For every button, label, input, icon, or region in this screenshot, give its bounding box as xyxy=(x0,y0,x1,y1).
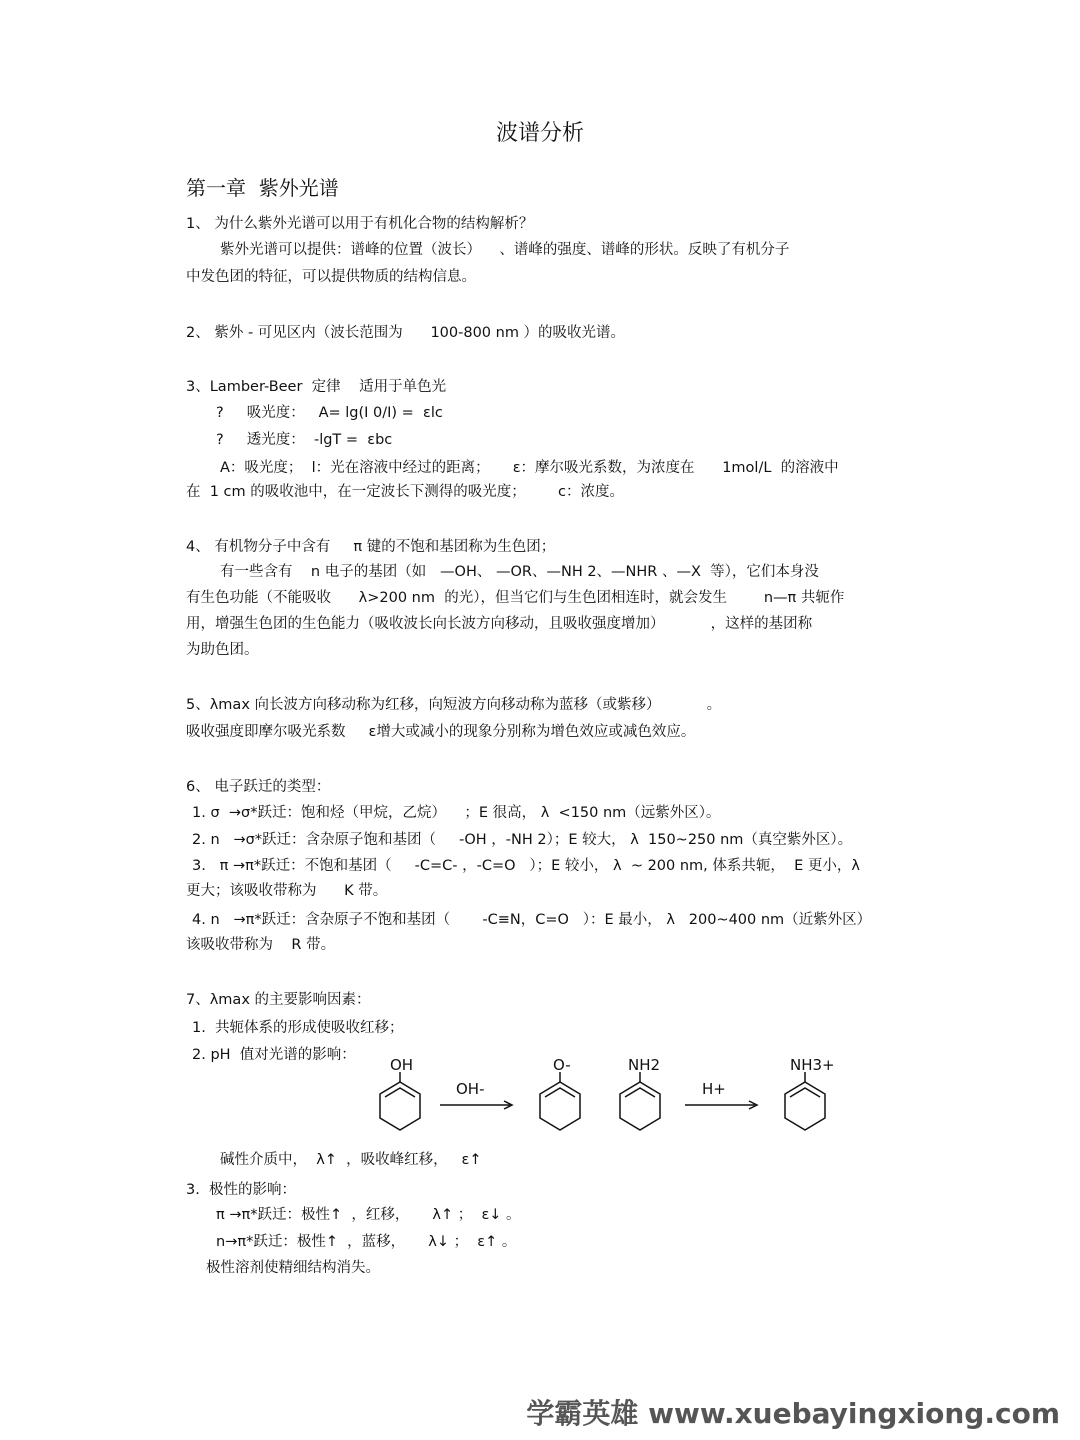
q1-question: 1、 为什么紫外光谱可以用于有机化合物的结构解析？ xyxy=(186,216,534,232)
q7-basic-medium: 碱性介质中， λ↑ ，吸收峰红移， ε↑ xyxy=(220,1152,482,1168)
q7-item1: 1. 共轭体系的形成使吸收红移； xyxy=(192,1020,404,1036)
q7-pi-pi-transition: π →π*跃迁：极性↑ ，红移， λ↑ ； ε↓ 。 xyxy=(216,1207,521,1223)
q1-answer-line2: 中发色团的特征，可以提供物质的结构信息。 xyxy=(186,269,476,285)
phenoxide-o-label: O- xyxy=(553,1056,571,1074)
aniline-nh2-label: NH2 xyxy=(628,1056,661,1074)
chapter-heading xyxy=(186,172,339,201)
watermark: 学霸英雄 www.xuebayingxiong.com xyxy=(526,1397,1060,1430)
q7-heading: 7、λmax 的主要影响因素： xyxy=(186,992,371,1008)
q6-item3: 3. π →π*跃迁：不饱和基团（ -C=C- ，-C=O ）；E 较小， λ ~ 200 nm, 体系共轭， E 更小，λ xyxy=(192,858,860,874)
q3-definitions-line2: 在 1 cm 的吸收池中，在一定波长下测得的吸光度； c：浓度。 xyxy=(186,484,624,500)
ph-effect-diagram xyxy=(350,1050,850,1150)
q4-line4: 用，增强生色团的生色能力（吸收波长向长波方向移动，且吸收强度增加） ，这样的基团称 xyxy=(186,616,813,632)
phenoxide-ring xyxy=(540,1082,580,1130)
q3-absorbance: ? 吸光度： A= lg(I 0/I) = εlc xyxy=(216,405,443,421)
phenol-ring xyxy=(380,1082,420,1130)
q4-line1: 4、 有机物分子中含有 π 键的不饱和基团称为生色团； xyxy=(186,539,556,555)
q6-item4: 4. n →π*跃迁：含杂原子不饱和基团（ -C≡N，C=O ）：E 最小， λ 200~400 nm（近紫外区） xyxy=(192,912,872,928)
q4-line3: 有生色功能（不能吸收 λ>200 nm 的光），但当它们与生色团相连时，就会发生 n—π 共轭作 xyxy=(186,590,845,606)
q2-text: 2、 紫外 - 可见区内（波长范围为 100-800 nm ）的吸收光谱。 xyxy=(186,325,626,341)
reagent-oh-minus-label: OH- xyxy=(456,1080,485,1098)
q3-heading: 3、Lamber-Beer 定律 适用于单色光 xyxy=(186,379,447,395)
ph-reaction-scheme xyxy=(350,1050,850,1150)
q7-item2: 2. pH 值对光谱的影响： xyxy=(192,1047,356,1063)
q6-item2: 2. n →σ*跃迁：含杂原子饱和基团（ -OH ，-NH 2）；E 较大， λ 150~250 nm（真空紫外区）。 xyxy=(192,832,853,848)
anilinium-nh3-label: NH3+ xyxy=(790,1056,835,1074)
q6-heading: 6、 电子跃迁的类型： xyxy=(186,779,331,795)
page-title: 波谱分析 xyxy=(495,121,584,146)
q7-polar-solvent: 极性溶剂使精细结构消失。 xyxy=(206,1260,380,1276)
aniline-ring xyxy=(620,1082,660,1130)
chapter-number: 第一章 xyxy=(186,176,246,200)
q6-item3-cont: 更大；该吸收带称为 K 带。 xyxy=(186,883,388,899)
q3-transmittance: ? 透光度： -lgT = εbc xyxy=(216,432,393,448)
anilinium-ring xyxy=(785,1082,825,1130)
q3-definitions-line1: A：吸光度； l：光在溶液中经过的距离； ε：摩尔吸光系数，为浓度在 1mol/L 的溶液中 xyxy=(220,460,839,476)
q5-line2: 吸收强度即摩尔吸光系数 ε增大或减小的现象分别称为增色效应或减色效应。 xyxy=(186,724,696,740)
chapter-name: 紫外光谱 xyxy=(258,176,339,200)
phenol-oh-label: OH xyxy=(390,1056,414,1074)
q5-line1: 5、λmax 向长波方向移动称为红移，向短波方向移动称为蓝移（或紫移） 。 xyxy=(186,697,722,713)
q1-answer-line1: 紫外光谱可以提供：谱峰的位置（波长） 、谱峰的强度、谱峰的形状。反映了有机分子 xyxy=(220,242,790,258)
q4-line2: 有一些含有 n 电子的基团（如 —OH、 —OR、—NH 2、—NHR 、—X 等），它们本身没 xyxy=(220,564,819,580)
q7-n-pi-transition: n→π*跃迁：极性↑ ，蓝移， λ↓ ； ε↑ 。 xyxy=(216,1234,517,1250)
q6-item4-cont: 该吸收带称为 R 带。 xyxy=(186,937,336,953)
q7-item3: 3. 极性的影响： xyxy=(186,1182,297,1198)
reagent-h-plus-label: H+ xyxy=(702,1080,726,1098)
q4-line5: 为助色团。 xyxy=(186,642,259,658)
q6-item1: 1. σ →σ*跃迁：饱和烃（甲烷，乙烷） ；E 很高， λ <150 nm（远紫外区）。 xyxy=(192,805,721,821)
